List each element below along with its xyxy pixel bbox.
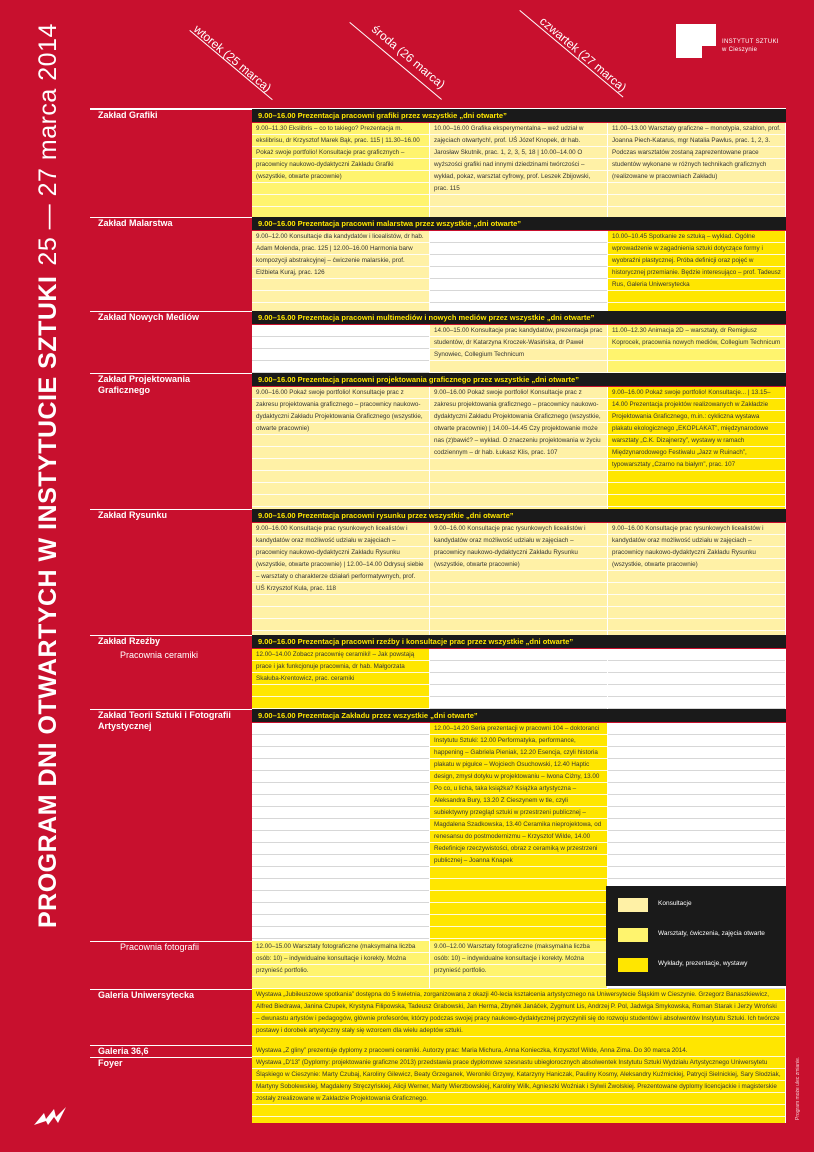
- section-bar: 9.00–16.00 Prezentacja pracowni rysunku przez wszystkie „dni otwarte”: [252, 509, 786, 522]
- credit-note: Program może ulec zmianie.: [795, 1056, 801, 1120]
- schedule-cell: Wystawa „D'13” (Dyplomy: projektowanie graficzne 2013) przedstawia prace dyplomowe szesnastu ubiegłorocznych absolwentek Instytutu Sztuki Wydziału Artystycznego Uniwersytetu Śląskiego w Cieszynie: Marty Czubaj, Karoliny Gilewicz, Beaty Grzeganek, Weroniki Grzywy, Katarzyny Haniczak, Pauliny Kosmy, Aleksandry Kuźmickiej, Patrycji Sielnickiej, Sary Słodziak, Martyny Sobolewskiej, Magdaleny Stręczyńskiej, Alicji Werner, Marty Wierzbowskiej, Karoliny Wilk, Agnieszki Woźniak i Sylwii Żwolskiej. Prezentowane dyplomy licencjackie i magisterskie zostały zrealizowane w Zakładzie Projektowania Graficznego.: [252, 1057, 786, 1123]
- section: [90, 373, 786, 509]
- legend-item: [618, 898, 788, 912]
- legend-label: Konsultacje: [658, 900, 692, 907]
- section: [90, 1045, 786, 1057]
- section-bar: 9.00–16.00 Prezentacja pracowni projektowania graficznego przez wszystkie „dni otwarte”: [252, 373, 786, 386]
- schedule-cell: 9.00–16.00 Konsultacje prac rysunkowych licealistów i kandydatów oraz możliwość udziału w zajęciach – pracownicy naukowo-dydaktyczni Zakładu Rysunku (wszystkie, otwarte pracownie): [430, 523, 608, 635]
- schedule-cell: Wystawa „Jubileuszowe spotkania” dostępna do 5 kwietnia, zorganizowana z okazji 40-lecia kształcenia artystycznego na Uniwersytecie Śląskim w Cieszynie. Grzegorz Banaszkiewicz, Alfred Biedrawa, Janina Czupek, Krystyna Filipowska, Tadeusz Grabowski, Jan Herma, Zbyněk Janáček, Zygmunt Lis, Andrzej P. Pol, Jadwiga Smykowska, Roman Starak i Jerzy Wroński – dwunastu artystów i pedagogów, głównie profesorów, którzy podczas swojej pracy naukowo-dydaktycznej przyczynili się do rozwoju studentów i absolwentów Instytutu Sztuki. Ich twórcze postawy i dorobek artystyczny stały się wzorcem dla wielu adeptów sztuki.: [252, 989, 786, 1045]
- section-label: Zakład Malarstwa: [98, 218, 173, 228]
- day-header-thursday: czwartek (27 marca): [537, 14, 630, 95]
- day-header-wednesday: środa (26 marca): [369, 22, 448, 92]
- schedule-cell: Wystawa „Z gliny” prezentuje dyplomy z pracowni ceramiki. Autorzy prac: Maria Michura, Anna Konieczka, Krzysztof Wilde, Anna Zima. Do 30 marca 2014.: [252, 1045, 786, 1057]
- section-sublabel: Pracownia ceramiki: [120, 650, 199, 660]
- legend-swatch: [618, 958, 648, 972]
- schedule-cell: 9.00–16.00 Pokaż swoje portfolio! Konsultacje prac z zakresu projektowania graficznego – pracownicy naukowo-dydaktyczni Zakładu Projektowania Graficznego (wszystkie, otwarte pracownie) | 14.00–14.45 Czy projektowanie może nas (z)bawić? – wykład. O znaczeniu projektowania w życiu codziennym – dr hab. Łukasz Klis, prac. 107: [430, 387, 608, 509]
- logo-line-2: w Cieszynie: [722, 47, 758, 53]
- title-main: PROGRAM DNI OTWARTYCH W INSTYTUCIE SZTUKI: [34, 275, 62, 928]
- section-label: Galeria Uniwersytecka: [98, 990, 195, 1000]
- section: [90, 1057, 786, 1123]
- section-label: Foyer: [98, 1058, 123, 1068]
- logo-line-1: INSTYTUT SZTUKI: [722, 39, 779, 45]
- schedule-cell: [430, 649, 608, 709]
- schedule-cell: 9.00–11.30 Ekslibris – co to takiego? Prezentacja m. ekslibrisu, dr Krzysztof Marek Bąk, prac. 115 | 11.30–16.00 Pokaż swoje portfolio! Konsultacje prac graficznych – pracownicy naukowo-dydaktyczni Zakładu Grafiki (wszystkie, otwarte pracownie): [252, 123, 430, 217]
- schedule-cell: 11.00–13.00 Warsztaty graficzne – monotypia, szablon, prof. Joanna Piech-Katarus, mgr Natalia Pawlus, prac. 1, 2, 3. Podczas warsztatów zostaną zaprezentowane prace studentów wykonane w różnych technikach graficznych (realizowane w pracowniach Zakładu): [608, 123, 786, 217]
- section-bar: 9.00–16.00 Prezentacja Zakładu przez wszystkie „dni otwarte”: [252, 709, 786, 722]
- section-bar: 9.00–16.00 Prezentacja pracowni grafiki przez wszystkie „dni otwarte”: [252, 109, 786, 122]
- section-bar: 9.00–16.00 Prezentacja pracowni multimediów i nowych mediów przez wszystkie „dni otwarte”: [252, 311, 786, 324]
- schedule-cell: 10.00–16.00 Grafika eksperymentalna – weź udział w zajęciach otwartych!, prof. UŚ Józef Knopek, dr hab. Jarosław Skutnik, prac. 1, 2, 3, 5, 18 | 10.00–14.00 O wyższości grafiki nad innymi dziedzinami twórczości – wykład, pokaz, warsztat cyfrowy, prof. Leszek Zbijowski, prac. 115: [430, 123, 608, 217]
- schedule-cell: 12.00–15.00 Warsztaty fotograficzne (maksymalna liczba osób: 10) – indywidualne konsultacje i korekty. Można przynieść portfolio.: [252, 941, 430, 989]
- schedule-cell: 9.00–16.00 Konsultacje prac rysunkowych licealistów i kandydatów oraz możliwość udziału w zajęciach – pracownicy naukowo-dydaktyczni Zakładu Rysunku (wszystkie, otwarte pracownie) | 12.00–14.00 Odrysuj siebie – warsztaty o charakterze działań performatywnych, prof. UŚ Krzysztof Kula, prac. 118: [252, 523, 430, 635]
- legend-label: Wykłady, prezentacje, wystawy: [658, 960, 748, 967]
- section-label: Zakład Nowych Mediów: [98, 312, 200, 322]
- section-label: Galeria 36,6: [98, 1046, 149, 1056]
- section-label: Zakład Grafiki: [98, 110, 158, 120]
- section-bar: 9.00–16.00 Prezentacja pracowni rzeźby i konsultacje prac przez wszystkie „dni otwarte”: [252, 635, 786, 648]
- schedule-cell: 10.00–10.45 Spotkanie ze sztuką – wykład. Ogólne wprowadzenie w zagadnienia sztuki dotyczące formy i wyobraźni plastycznej. Próba definicji oraz pojęć w historycznej przemianie. Będzie interesująco – prof. Tadeusz Rus, Galeria Uniwersytecka: [608, 231, 786, 311]
- page-title: [28, 8, 68, 928]
- legend-swatch: [618, 928, 648, 942]
- schedule-cell: [252, 723, 430, 941]
- schedule-cell: 9.00–12.00 Warsztaty fotograficzne (maksymalna liczba osób: 10) – indywidualne konsultacje i korekty. Można przynieść portfolio.: [430, 941, 608, 989]
- schedule-cell: [608, 649, 786, 709]
- legend-item: [618, 928, 788, 942]
- schedule-cell: 9.00–16.00 Pokaż swoje portfolio! Konsultacje... | 13.15–14.00 Prezentacja projektów realizowanych w Zakładzie Projektowania Graficznego, m.in.: cykliczna wystawa plakatu ekologicznego „EKOPLAKAT”, międzynarodowe warsztaty „C.K. Dizajnerzy”, wystawy w ramach Międzynarodowego Festiwalu „Jazz w Ruinach”, typowarsztaty „Czarno na białym”, prac. 107: [608, 387, 786, 509]
- section: [90, 217, 786, 311]
- section-bar: 9.00–16.00 Prezentacja pracowni malarstwa przez wszystkie „dni otwarte”: [252, 217, 786, 230]
- section: [90, 311, 786, 373]
- legend: [606, 886, 786, 986]
- section-label: Zakład Projektowania Graficznego: [98, 374, 191, 395]
- section: [90, 989, 786, 1045]
- schedule-cell: 12.00–14.20 Seria prezentacji w pracowni 104 – doktoranci Instytutu Sztuki: 12.00 Performatyka, performance, happening – Gabriela Pieniak, 12.20 Esencja, czyli historia plakatu w pigułce – Wojciech Osuchowski, 12.40 Haptic design, zmysł dotyku w projektowaniu – Iwona Ciżny, 13.00 Po co, u licha, taka książka? Książka artystyczna – Aleksandra Bury, 13.20 Z Cieszynem w tle, czyli subiektywny przegląd sztuki w przestrzeni publicznej – Magdalena Szadkowska, 13.40 Ceramika nieprojektowa, od renesansu do postmodernizmu – Krzysztof Wilde, 14.00 Redefinicje rzeczywistości, obraz z ceramiką w przestrzeni publicznej – Joanna Knapek: [430, 723, 608, 941]
- schedule-cell: 9.00–16.00 Konsultacje prac rysunkowych licealistów i kandydatów oraz możliwość udziału w zajęciach – pracownicy naukowo-dydaktyczni Zakładu Rysunku (wszystkie, otwarte pracownie): [608, 523, 786, 635]
- section: [90, 509, 786, 635]
- schedule-cell: [430, 231, 608, 311]
- schedule-cell: 11.00–12.30 Animacja 2D – warsztaty, dr Remigiusz Koprocek, pracownia nowych mediów, Collegium Technicum: [608, 325, 786, 373]
- section-label: Zakład Teorii Sztuki i Fotografii Artystycznej: [98, 710, 231, 731]
- schedule-cell: 14.00–15.00 Konsultacje prac kandydatów, prezentacja prac studentów, dr Katarzyna Kroczek-Wasińska, dr Paweł Synowiec, Collegium Technicum: [430, 325, 608, 373]
- title-dates: 25 — 27 marca 2014: [34, 23, 62, 266]
- legend-swatch: [618, 898, 648, 912]
- legend-item: [618, 958, 788, 972]
- section: [90, 109, 786, 217]
- schedule-cell: 12.00–14.00 Zobacz pracownię ceramiki! – Jak powstają prace i jak funkcjonuje pracownia, dr hab. Małgorzata Skałuba-Krentowicz, prac. ceramiki: [252, 649, 430, 709]
- legend-label: Warsztaty, ćwiczenia, zajęcia otwarte: [658, 930, 765, 937]
- schedule-cell: 9.00–16.00 Pokaż swoje portfolio! Konsultacje prac z zakresu projektowania graficznego – pracownicy naukowo-dydaktyczni Zakładu Projektowania Graficznego (wszystkie, otwarte pracownie): [252, 387, 430, 509]
- university-bird-icon: [32, 1103, 68, 1129]
- section-label: Zakład Rzeźby: [98, 636, 161, 646]
- institute-logo: [676, 24, 716, 58]
- section-sublabel: Pracownia fotografii: [120, 942, 200, 952]
- day-header-tuesday: wtorek (25 marca): [191, 22, 275, 95]
- day-divider-2: [349, 22, 442, 100]
- logo-text: [722, 38, 779, 54]
- schedule-cell: 9.00–12.00 Konsultacje dla kandydatów i licealistów, dr hab. Adam Molenda, prac. 125 | 12.00–16.00 Harmonia barw kompozycji abstrakcyjnej – ćwiczenie malarskie, prof. Elżbieta Kuraj, prac. 126: [252, 231, 430, 311]
- section: [90, 635, 786, 709]
- schedule-cell: [252, 325, 430, 373]
- section-label: Zakład Rysunku: [98, 510, 168, 520]
